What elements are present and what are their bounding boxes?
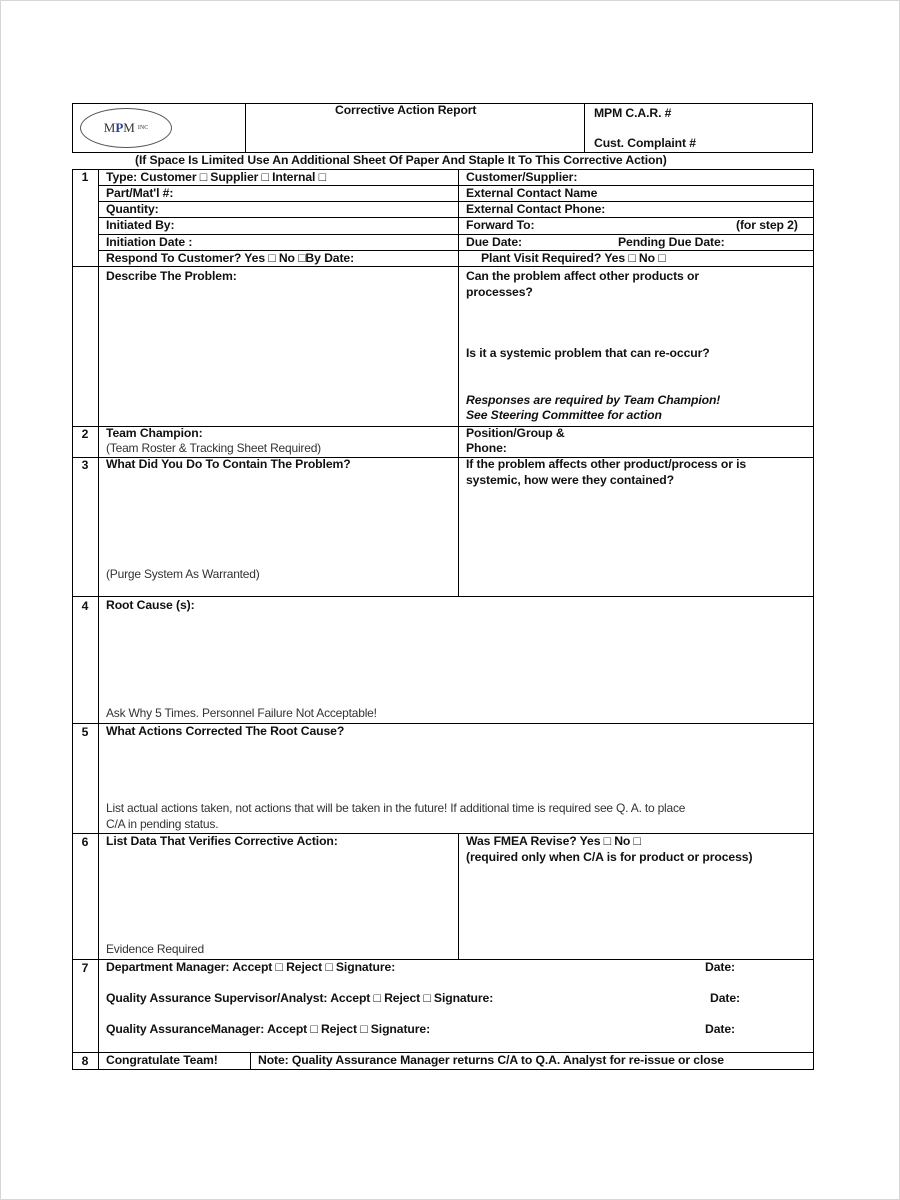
- affect-question-line2: processes?: [466, 285, 533, 299]
- row-line: [98, 201, 814, 202]
- form-table: [72, 169, 814, 1070]
- middle-divider-b: [458, 833, 459, 959]
- complaint-number-label: Cust. Complaint #: [594, 136, 696, 150]
- forward-to-field[interactable]: Forward To:: [466, 218, 535, 232]
- for-step-2-label: (for step 2): [736, 218, 798, 232]
- affects-contained-line2: systemic, how were they contained?: [466, 473, 674, 487]
- type-field[interactable]: Type: Customer □ Supplier □ Internal □: [106, 170, 326, 184]
- number-column-divider: [98, 169, 99, 1070]
- actions-note-line2: C/A in pending status.: [106, 817, 219, 831]
- plant-visit-field[interactable]: Plant Visit Required? Yes □ No □: [481, 251, 666, 265]
- ask-why-note: Ask Why 5 Times. Personnel Failure Not Acceptable!: [106, 706, 377, 720]
- instruction-note: (If Space Is Limited Use An Additional Sheet Of Paper And Staple It To This Corrective Action): [135, 153, 667, 167]
- responses-note-line1: Responses are required by Team Champion!: [466, 393, 721, 407]
- team-roster-note: (Team Roster & Tracking Sheet Required): [106, 441, 321, 455]
- section-number: 2: [81, 427, 89, 441]
- part-number-field[interactable]: Part/Mat'l #:: [106, 186, 174, 200]
- section-number: 7: [81, 961, 89, 975]
- fmea-revise-field[interactable]: Was FMEA Revise? Yes □ No □: [466, 834, 641, 848]
- external-contact-phone-field[interactable]: External Contact Phone:: [466, 202, 606, 216]
- list-data-label: List Data That Verifies Corrective Action:: [106, 834, 338, 848]
- evidence-required-note: Evidence Required: [106, 942, 204, 956]
- phone-field[interactable]: Phone:: [466, 441, 507, 455]
- corrective-actions-label: What Actions Corrected The Root Cause?: [106, 724, 345, 738]
- contain-problem-label: What Did You Do To Contain The Problem?: [106, 457, 351, 471]
- affects-contained-line1: If the problem affects other product/process or is: [466, 457, 747, 471]
- position-group-field[interactable]: Position/Group &: [466, 426, 565, 440]
- qa-manager-date[interactable]: Date:: [705, 1022, 735, 1036]
- report-title: Corrective Action Report: [335, 103, 477, 117]
- section-separator: [72, 596, 814, 597]
- section-number: 4: [81, 599, 89, 613]
- quantity-field[interactable]: Quantity:: [106, 202, 159, 216]
- qa-manager-return-note: Note: Quality Assurance Manager returns C/A to Q.A. Analyst for re-issue or close: [258, 1053, 724, 1067]
- affect-question-line1: Can the problem affect other products or: [466, 269, 700, 283]
- responses-note-line2: See Steering Committee for action: [466, 408, 662, 422]
- pending-due-date-field[interactable]: Pending Due Date:: [618, 235, 725, 249]
- section-number: 1: [81, 170, 89, 184]
- header-divider-logo: [245, 103, 246, 153]
- external-contact-name-field[interactable]: External Contact Name: [466, 186, 598, 200]
- due-date-field[interactable]: Due Date:: [466, 235, 522, 249]
- systemic-question: Is it a systemic problem that can re-occur?: [466, 346, 710, 360]
- actions-note-line1: List actual actions taken, not actions that will be taken in the future! If additional time is required see Q. A. to place: [106, 801, 686, 815]
- section-number: 6: [81, 835, 89, 849]
- qa-supervisor-approval[interactable]: Quality Assurance Supervisor/Analyst: Accept □ Reject □ Signature:: [106, 991, 494, 1005]
- company-logo: M P M INC: [80, 108, 172, 148]
- respond-to-customer-field[interactable]: Respond To Customer? Yes □ No □By Date:: [106, 251, 355, 265]
- initiation-date-field[interactable]: Initiation Date :: [106, 235, 193, 249]
- row-line: [72, 266, 814, 267]
- header-divider-title: [584, 103, 585, 153]
- fmea-note: (required only when C/A is for product or process): [466, 850, 753, 864]
- customer-supplier-field[interactable]: Customer/Supplier:: [466, 170, 578, 184]
- team-champion-field[interactable]: Team Champion:: [106, 426, 203, 440]
- root-cause-label: Root Cause (s):: [106, 598, 195, 612]
- congratulate-team-label: Congratulate Team!: [106, 1053, 218, 1067]
- section-number: 3: [81, 458, 89, 472]
- car-number-label: MPM C.A.R. #: [594, 106, 672, 120]
- section-number: 8: [81, 1054, 89, 1068]
- section-number: 5: [81, 725, 89, 739]
- section8-divider: [250, 1052, 251, 1070]
- qa-manager-approval[interactable]: Quality AssuranceManager: Accept □ Reject □ Signature:: [106, 1022, 431, 1036]
- department-manager-approval[interactable]: Department Manager: Accept □ Reject □ Signature:: [106, 960, 396, 974]
- department-manager-date[interactable]: Date:: [705, 960, 735, 974]
- initiated-by-field[interactable]: Initiated By:: [106, 218, 175, 232]
- purge-system-note: (Purge System As Warranted): [106, 567, 260, 581]
- row-line: [98, 217, 814, 218]
- qa-supervisor-date[interactable]: Date:: [710, 991, 740, 1005]
- row-line: [98, 185, 814, 186]
- describe-problem-label: Describe The Problem:: [106, 269, 237, 283]
